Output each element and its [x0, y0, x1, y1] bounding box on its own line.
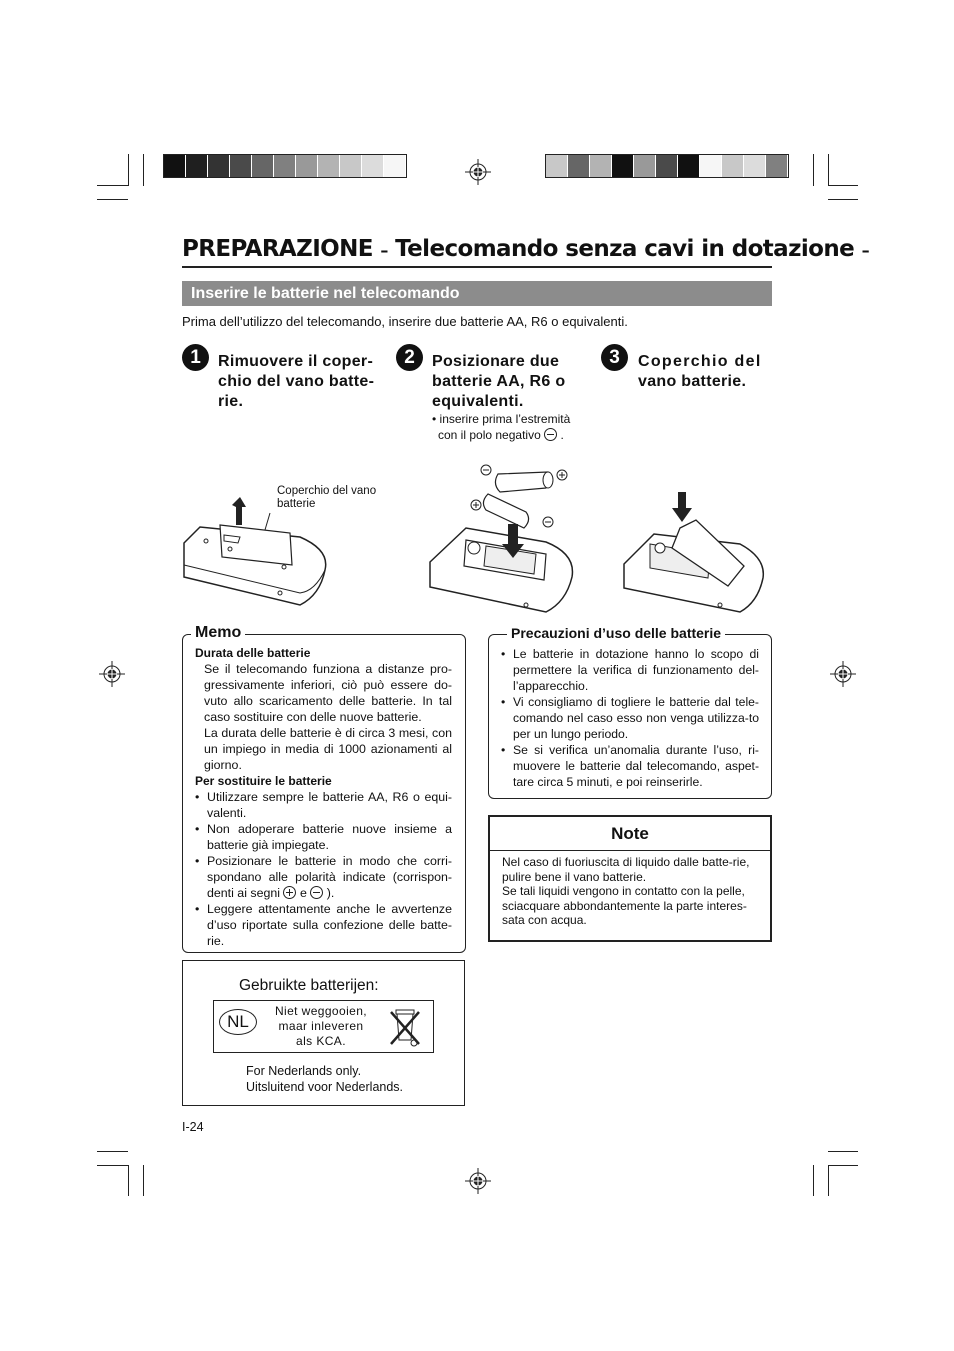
minus-symbol-icon [310, 886, 323, 899]
memo-label: Memo [191, 624, 245, 642]
step-1-number: 1 [182, 344, 209, 371]
registration-mark-top [465, 159, 491, 185]
crossed-bin-icon [388, 1004, 424, 1048]
step-2-hint: • inserire prima l’estremità con il polo negativo . [432, 412, 571, 442]
title-separator-end: – [861, 241, 869, 260]
remote-close-cover-illustration [620, 492, 768, 622]
memo-bullet-text: Posizionare le batterie in modo che corri-spondano alle polarità indicate (corrispon-denti ai segni [207, 854, 452, 900]
hint-line: con il polo negativo [438, 428, 541, 442]
minus-symbol-icon [544, 428, 557, 441]
registration-mark-bottom [465, 1168, 491, 1194]
precautions-content [501, 646, 759, 790]
registration-mark-left [99, 661, 125, 687]
memo-paragraph: La durata delle batterie è di circa 3 mesi, con un impiego in media di 1000 azionamenti al giorno. [204, 726, 452, 772]
page-title [182, 236, 869, 268]
step-3-text [638, 352, 762, 392]
nl-footer-line: Uitsluitend voor Nederlands. [246, 1079, 404, 1094]
color-strip-left [163, 154, 407, 178]
nl-message-line: maar inleveren [278, 1019, 364, 1033]
plus-symbol-icon [283, 886, 296, 899]
registration-mark-right [830, 661, 856, 687]
note-body [490, 851, 770, 928]
step-1-line: chio del vano batte- [218, 373, 375, 390]
precaution-item: • Le batterie in dotazione hanno lo scopo di permettere la verifica di funzionamento del-l’apparecchio. [501, 646, 759, 694]
memo-bullet: • Non adoperare batterie nuove insieme a batterie già impiegate. [195, 821, 452, 853]
nl-footer-line: For Nederlands only. [246, 1064, 362, 1078]
nl-message-line: als KCA. [296, 1034, 346, 1048]
hint-line: inserire prima l’estremità [439, 412, 571, 426]
memo-bullet: • Utilizzare sempre le batterie AA, R6 o equi-valenti. [195, 789, 452, 821]
memo-bullet-text: ). [326, 886, 335, 900]
nl-message-line: Niet weggooien, [274, 1004, 368, 1018]
step-2-line: equivalenti. [432, 393, 524, 410]
precaution-item: • Se si verifica un’anomalia durante l’uso, ri-muovere le batterie dal telecomando, aspet-tare circa 5 minuti, e poi reinserirle. [501, 742, 759, 790]
nl-heading: Gebruikte batterijen: [239, 977, 379, 994]
section-heading: Inserire le batterie nel telecomando [182, 281, 772, 306]
memo-heading-replace: Per sostituire le batterie [195, 774, 332, 788]
step-1-line: Rimuovere il coper- [218, 353, 374, 370]
intro-text: Prima dell’utilizzo del telecomando, inserire due batterie AA, R6 o equivalenti. [182, 314, 628, 329]
nl-inner-box [213, 1000, 434, 1053]
note-paragraph: Se tali liquidi vengono in contatto con la pelle, sciacquare abbondantemente la parte interes-sata con acqua. [502, 884, 747, 927]
remote-insert-batteries-illustration [426, 462, 576, 620]
step-3-number: 3 [601, 344, 628, 371]
precautions-label: Precauzioni d’uso delle batterie [507, 625, 725, 641]
callout-line: batterie [277, 498, 316, 510]
remote-remove-cover-illustration [180, 495, 330, 610]
step-3-line: vano batterie. [638, 373, 747, 390]
note-box [488, 815, 772, 942]
memo-content [195, 645, 452, 949]
step-2-line: batterie AA, R6 o [432, 373, 566, 390]
page-number: I-24 [182, 1120, 204, 1134]
title-subtitle: Telecomando senza cavi in dotazione [395, 236, 855, 262]
nl-message [266, 1004, 376, 1049]
step-2-line: Posizionare due [432, 353, 560, 370]
note-paragraph: Nel caso di fuoriuscita di liquido dalle batte-rie, pulire bene il vano batterie. [502, 855, 750, 884]
nl-footer [246, 1064, 403, 1095]
step-1-text [218, 352, 374, 412]
title-main: PREPARAZIONE [182, 236, 373, 262]
hint-end: . [560, 428, 564, 442]
memo-heading-duration: Durata delle batterie [195, 646, 311, 660]
callout-line: Coperchio del vano [277, 485, 377, 497]
step-3-line: Coperchio del [638, 353, 762, 370]
color-strip-right [545, 154, 789, 178]
memo-bullet: • Leggere attentamente anche le avvertenze d’uso riportate sulla confezione delle batte-rie. [195, 901, 452, 949]
memo-bullet-text: e [299, 886, 307, 900]
nl-disposal-box [182, 960, 465, 1106]
step-1-line: rie. [218, 393, 244, 410]
step-2-number: 2 [396, 344, 423, 371]
memo-paragraph: Se il telecomando funziona a distanze pro-gressivamente inferiori, ciò può essere do-vuto allo scaricamento delle batterie. In tal caso sostituire con delle nuove batterie. [204, 662, 452, 724]
title-separator: – [380, 241, 388, 260]
note-label: Note [490, 817, 770, 851]
step-2-text [432, 352, 565, 412]
precaution-item: • Vi consigliamo di togliere le batterie dal tele-comando nel caso esso non venga utilizza-to per un lungo periodo. [501, 694, 759, 742]
memo-bullet [195, 853, 452, 901]
nl-badge: NL [219, 1009, 257, 1035]
